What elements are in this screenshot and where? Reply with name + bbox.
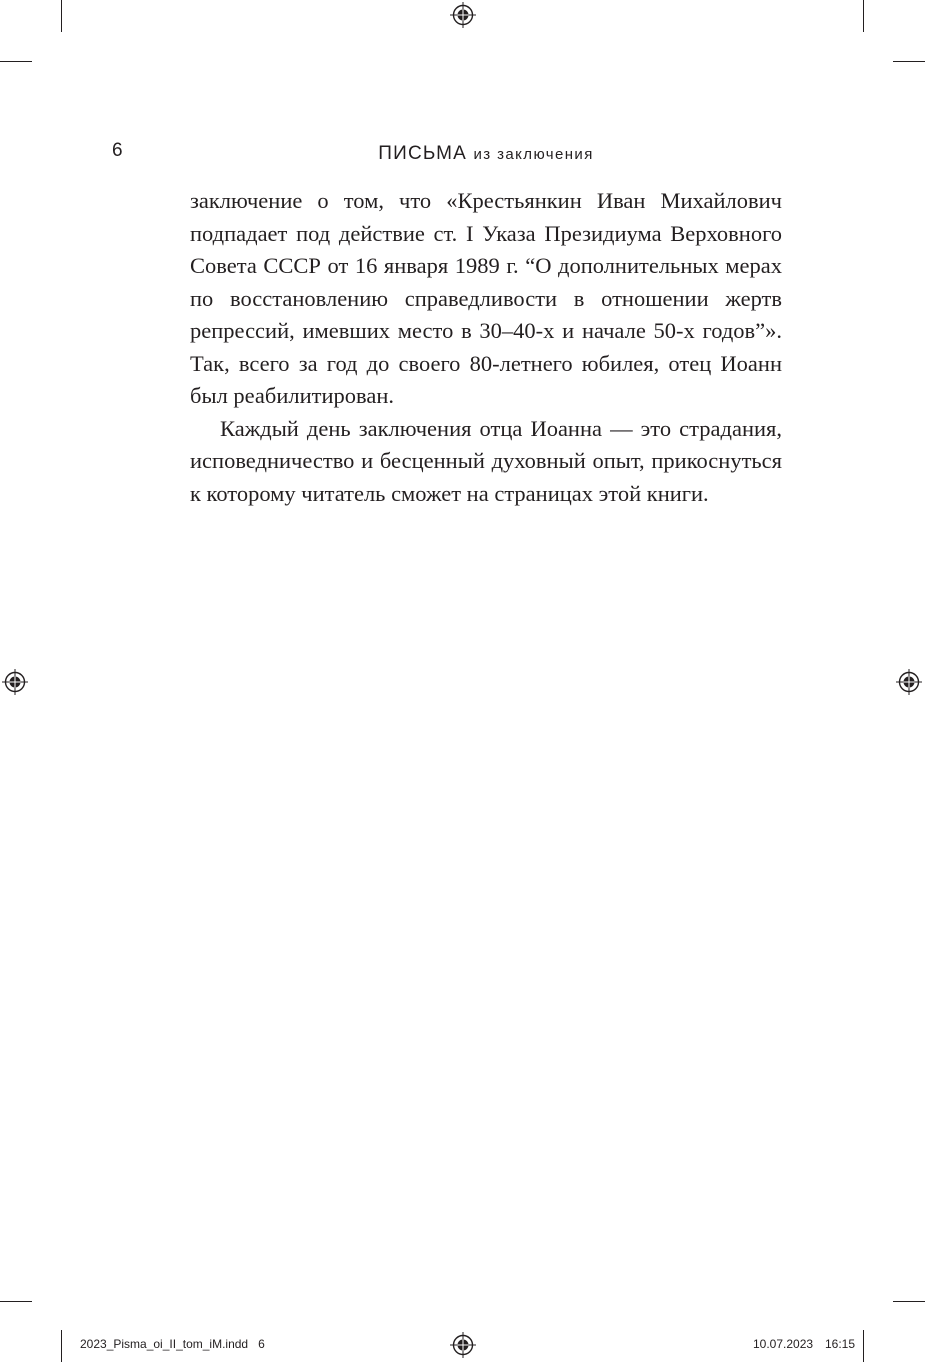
registration-mark-icon [450,1332,476,1358]
registration-mark-icon [896,669,922,695]
crop-mark-top-right [863,0,864,32]
page-number: 6 [112,140,123,161]
slug-time: 16:15 [825,1337,856,1351]
crop-mark-left-top [0,61,32,62]
slug-date: 10.07.2023 [753,1337,814,1351]
running-head-title: ПИСЬМА [378,143,468,164]
registration-mark-icon [450,2,476,28]
crop-mark-left-bottom [0,1301,32,1302]
running-head [190,143,782,165]
crop-mark-right-top [893,61,925,62]
registration-mark-icon [2,669,28,695]
crop-mark-bottom-left [61,1330,62,1362]
body-text [190,185,782,510]
paragraph: заключение о том, что «Крестьянкин Иван Михайлович подпадает под действие ст. I Указа Президиума Верховного Совета СССР от 16 января 1989 г. “О дополнительных мерах по восстановлению справедливости в отношении жертв репрессий, имевших место в 30–40-х и начале 50-х годов”». Так, всего за год до своего 80-летнего юбилея, отец Иоанн был реабилитирован. [190,188,782,408]
running-head-subtitle: из заключения [473,146,594,163]
crop-mark-top-left [61,0,62,32]
crop-mark-right-bottom [893,1301,925,1302]
crop-mark-bottom-right [863,1330,864,1362]
slug-filename: 2023_Pisma_oi_II_tom_iM.indd 6 [80,1337,265,1351]
paragraph: Каждый день заключения отца Иоанна — это страдания, исповедничество и бесценный духовный опыт, прикоснуться к которому читатель сможет на страницах этой книги. [190,415,782,506]
